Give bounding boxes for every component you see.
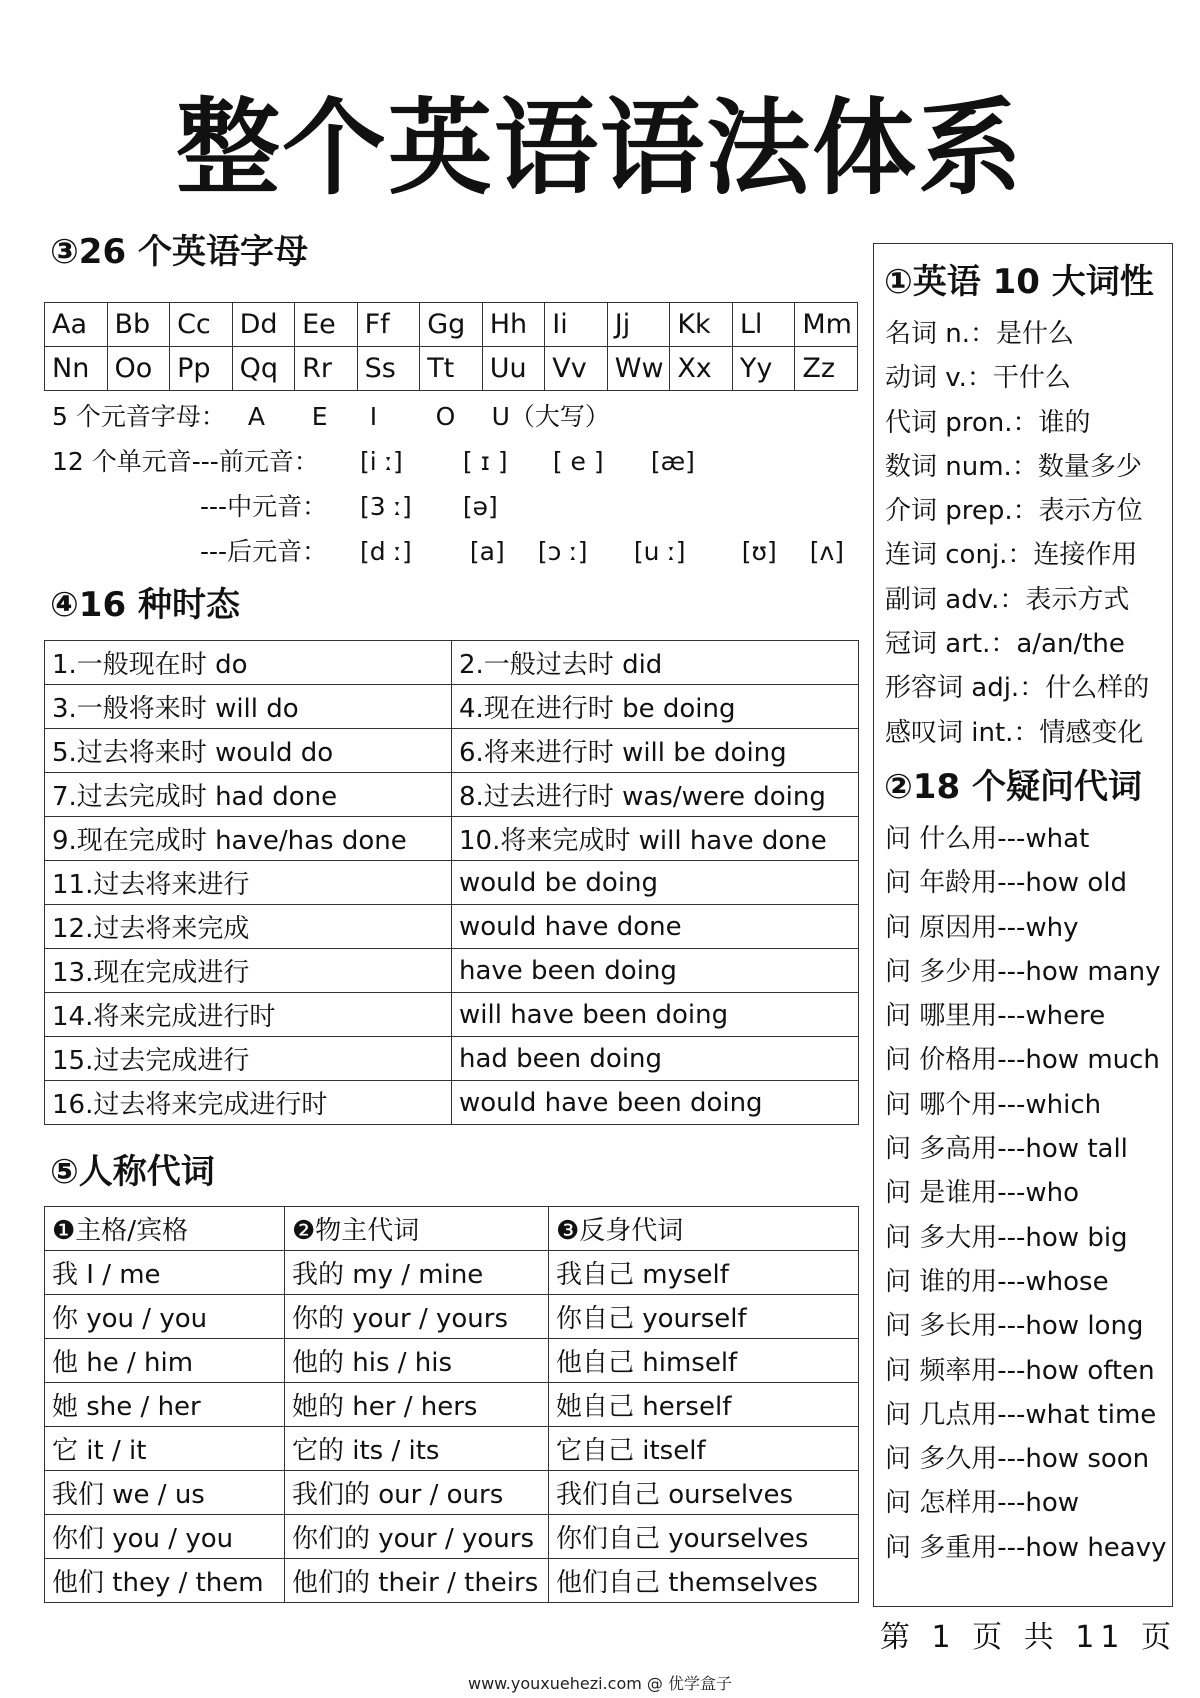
pronoun-row-cell: 你的 your / yours — [285, 1295, 549, 1339]
alphabet-row-cell: Tt — [420, 347, 483, 391]
vowel-letter: O — [435, 402, 456, 431]
tense-row-cell: 7.过去完成时 had done — [45, 773, 452, 817]
part-of-speech-item: 冠词 art.：a/an/the — [885, 629, 1125, 660]
question-word-item: 问 是谁用---who — [885, 1178, 1080, 1209]
vowel-letter: A — [247, 402, 265, 431]
alphabet-row-cell: Nn — [45, 347, 108, 391]
question-word-item: 问 几点用---what time — [885, 1399, 1157, 1430]
alphabet-row-cell: Qq — [232, 347, 295, 391]
pronoun-row-cell: ❶主格/宾格 — [45, 1207, 285, 1251]
part-of-speech-item: 介词 prep.：表示方位 — [885, 496, 1143, 527]
alphabet-row-cell: Xx — [670, 347, 733, 391]
tense-row — [45, 729, 859, 773]
tense-row-cell: would have been doing — [452, 1081, 859, 1125]
tense-row-cell: 13.现在完成进行 — [45, 949, 452, 993]
phoneme: [æ] — [650, 447, 695, 476]
central-label: ---中元音： — [200, 492, 328, 521]
tense-row-cell: 16.过去将来完成进行时 — [45, 1081, 452, 1125]
pronoun-row — [45, 1515, 859, 1559]
tense-row-cell: 8.过去进行时 was/were doing — [452, 773, 859, 817]
alphabet-row-cell: Hh — [482, 303, 545, 347]
alphabet-row-cell: Zz — [795, 347, 858, 391]
tense-row-cell: 12.过去将来完成 — [45, 905, 452, 949]
pronoun-row-cell: 你 you / you — [45, 1295, 285, 1339]
pronoun-row-cell: 我们 we / us — [45, 1471, 285, 1515]
alphabet-row-cell: Gg — [420, 303, 483, 347]
question-word-item: 问 多长用---how long — [885, 1311, 1144, 1342]
question-word-item: 问 原因用---why — [885, 912, 1079, 943]
pronoun-row-cell: 你自己 yourself — [549, 1295, 859, 1339]
tense-row — [45, 817, 859, 861]
pronoun-row-cell: 他的 his / his — [285, 1339, 549, 1383]
question-words-heading: ②18 个疑问代词 — [884, 766, 1142, 807]
back-label: ---后元音： — [200, 537, 328, 566]
question-word-item: 问 多高用---how tall — [885, 1134, 1128, 1165]
alphabet-row-cell: Oo — [107, 347, 170, 391]
phoneme: [i ː] — [359, 447, 403, 476]
alphabet-row-cell: Ff — [357, 303, 420, 347]
pronoun-row-cell: 他们 they / them — [45, 1559, 285, 1603]
tense-row-cell: 1.一般现在时 do — [45, 641, 452, 685]
pronoun-row-cell: 她自己 herself — [549, 1383, 859, 1427]
alphabet-table — [44, 302, 858, 391]
tense-row — [45, 1081, 859, 1125]
vowel-letter: E — [311, 402, 328, 431]
pronoun-row-cell: 他 he / him — [45, 1339, 285, 1383]
pronoun-row — [45, 1251, 859, 1295]
part-of-speech-item: 连词 conj.：连接作用 — [885, 540, 1138, 571]
pronoun-row — [45, 1383, 859, 1427]
question-word-item: 问 多久用---how soon — [885, 1444, 1150, 1475]
question-word-item: 问 年龄用---how old — [885, 868, 1127, 899]
alphabet-row — [45, 303, 858, 347]
pronoun-row — [45, 1471, 859, 1515]
question-words-list — [874, 817, 1172, 1570]
vowel-letters-label: 5 个元音字母： — [52, 402, 226, 431]
monophthong-label: 12 个单元音---前元音： — [52, 447, 319, 476]
part-of-speech-item: 动词 v.：干什么 — [885, 363, 1071, 394]
pronoun-row-cell: 你们 you / you — [45, 1515, 285, 1559]
alphabet-heading: ③26 个英语字母 — [50, 232, 308, 272]
tense-row — [45, 1037, 859, 1081]
front-vowels-line — [52, 440, 695, 484]
pronoun-row-cell: 我自己 myself — [549, 1251, 859, 1295]
pronoun-row — [45, 1427, 859, 1471]
alphabet-row-cell: Mm — [795, 303, 858, 347]
sidebar-box — [873, 243, 1173, 1607]
alphabet-row-cell: Jj — [607, 303, 670, 347]
pronoun-row-cell: 它的 its / its — [285, 1427, 549, 1471]
pronoun-row-cell: 她 she / her — [45, 1383, 285, 1427]
alphabet-row-cell: Ll — [732, 303, 795, 347]
phoneme: [ʊ] — [741, 537, 777, 566]
part-of-speech-item: 代词 pron.：谁的 — [885, 407, 1091, 438]
vowel-letter: U（大写） — [491, 402, 610, 431]
question-word-item: 问 多大用---how big — [885, 1222, 1128, 1253]
pronoun-row-cell: 它自己 itself — [549, 1427, 859, 1471]
alphabet-row-cell: Uu — [482, 347, 545, 391]
footer-watermark: www.youxuehezi.com @ 优学盒子 — [468, 1674, 732, 1693]
phoneme: [a] — [469, 537, 505, 566]
pronoun-row-cell: 它 it / it — [45, 1427, 285, 1471]
tenses-table — [44, 640, 859, 1125]
alphabet-row-cell: Ss — [357, 347, 420, 391]
pronoun-row-cell: 我 I / me — [45, 1251, 285, 1295]
pronoun-row-cell: 我的 my / mine — [285, 1251, 549, 1295]
alphabet-row-cell: Ww — [607, 347, 670, 391]
alphabet-row-cell: Kk — [670, 303, 733, 347]
pronoun-row-cell: 你们的 your / yours — [285, 1515, 549, 1559]
phoneme: [ʌ] — [809, 537, 845, 566]
pronoun-row-cell: 我们的 our / ours — [285, 1471, 549, 1515]
phoneme: [ɔ ː] — [537, 537, 588, 566]
tense-row-cell: 15.过去完成进行 — [45, 1037, 452, 1081]
pronouns-heading: ⑤人称代词 — [50, 1152, 215, 1192]
tense-row — [45, 993, 859, 1037]
tense-row-cell: 9.现在完成时 have/has done — [45, 817, 452, 861]
question-word-item: 问 频率用---how often — [885, 1355, 1155, 1386]
pronouns-table — [44, 1206, 859, 1603]
vowel-letters-line — [52, 395, 610, 439]
question-word-item: 问 哪里用---where — [885, 1001, 1106, 1032]
pronoun-row-cell: 她的 her / hers — [285, 1383, 549, 1427]
tense-row-cell: 4.现在进行时 be doing — [452, 685, 859, 729]
parts-of-speech-list — [874, 312, 1172, 755]
tense-row — [45, 773, 859, 817]
alphabet-row — [45, 347, 858, 391]
phoneme: [3 ː] — [359, 492, 412, 521]
part-of-speech-item: 副词 adv.：表示方式 — [885, 584, 1130, 615]
pronoun-row-cell: 他自己 himself — [549, 1339, 859, 1383]
pronoun-row-cell: ❸反身代词 — [549, 1207, 859, 1251]
pronoun-row — [45, 1207, 859, 1251]
back-vowels-line — [200, 530, 844, 574]
alphabet-row-cell: Ee — [295, 303, 358, 347]
tense-row-cell: will have been doing — [452, 993, 859, 1037]
tense-row — [45, 861, 859, 905]
tense-row-cell: would have done — [452, 905, 859, 949]
phoneme: [ e ] — [552, 447, 604, 476]
alphabet-row-cell: Ii — [545, 303, 608, 347]
pronoun-row — [45, 1339, 859, 1383]
alphabet-row-cell: Cc — [170, 303, 233, 347]
alphabet-row-cell: Vv — [545, 347, 608, 391]
tense-row-cell: 10.将来完成时 will have done — [452, 817, 859, 861]
tense-row-cell: 3.一般将来时 will do — [45, 685, 452, 729]
alphabet-row-cell: Pp — [170, 347, 233, 391]
question-word-item: 问 哪个用---which — [885, 1089, 1102, 1120]
part-of-speech-item: 名词 n.：是什么 — [885, 319, 1075, 349]
pronoun-row-cell: 他们的 their / theirs — [285, 1559, 549, 1603]
tense-row-cell: 5.过去将来时 would do — [45, 729, 452, 773]
alphabet-row-cell: Rr — [295, 347, 358, 391]
parts-of-speech-heading: ①英语 10 大词性 — [884, 262, 1154, 302]
question-word-item: 问 谁的用---whose — [885, 1266, 1109, 1297]
phoneme: [ə] — [462, 492, 498, 521]
pronoun-row-cell: 他们自己 themselves — [549, 1559, 859, 1603]
tense-row — [45, 641, 859, 685]
tense-row-cell: have been doing — [452, 949, 859, 993]
pronoun-row-cell: 我们自己 ourselves — [549, 1471, 859, 1515]
alphabet-row-cell: Dd — [232, 303, 295, 347]
tense-row-cell: 2.一般过去时 did — [452, 641, 859, 685]
part-of-speech-item: 形容词 adj.：什么样的 — [885, 673, 1150, 704]
tense-row-cell: 11.过去将来进行 — [45, 861, 452, 905]
part-of-speech-item: 感叹词 int.：情感变化 — [885, 717, 1144, 748]
tense-row-cell: 6.将来进行时 will be doing — [452, 729, 859, 773]
pronoun-row-cell: ❷物主代词 — [285, 1207, 549, 1251]
alphabet-row-cell: Bb — [107, 303, 170, 347]
question-word-item: 问 怎样用---how — [885, 1488, 1080, 1519]
question-word-item: 问 什么用---what — [885, 823, 1090, 854]
pronoun-row — [45, 1295, 859, 1339]
pronoun-row-cell: 你们自己 yourselves — [549, 1515, 859, 1559]
tense-row — [45, 685, 859, 729]
question-word-item: 问 价格用---how much — [885, 1045, 1160, 1076]
question-word-item: 问 多少用---how many — [885, 956, 1161, 987]
tense-row — [45, 949, 859, 993]
phoneme: [ ɪ ] — [462, 447, 508, 476]
tense-row — [45, 905, 859, 949]
alphabet-row-cell: Yy — [732, 347, 795, 391]
vowel-letter: I — [369, 402, 378, 431]
question-word-item: 问 多重用---how heavy — [885, 1532, 1167, 1563]
page-title: 整个英语语法体系 — [175, 87, 1024, 209]
pronoun-row — [45, 1559, 859, 1603]
tenses-heading: ④16 种时态 — [50, 585, 240, 625]
tense-row-cell: 14.将来完成进行时 — [45, 993, 452, 1037]
alphabet-row-cell: Aa — [45, 303, 108, 347]
tense-row-cell: would be doing — [452, 861, 859, 905]
phoneme: [u ː] — [633, 537, 686, 566]
tense-row-cell: had been doing — [452, 1037, 859, 1081]
central-vowels-line — [200, 485, 498, 529]
part-of-speech-item: 数词 num.：数量多少 — [885, 451, 1142, 482]
phoneme: [d ː] — [359, 537, 412, 566]
page-number: 第 1 页 共 11 页 — [880, 1620, 1177, 1655]
